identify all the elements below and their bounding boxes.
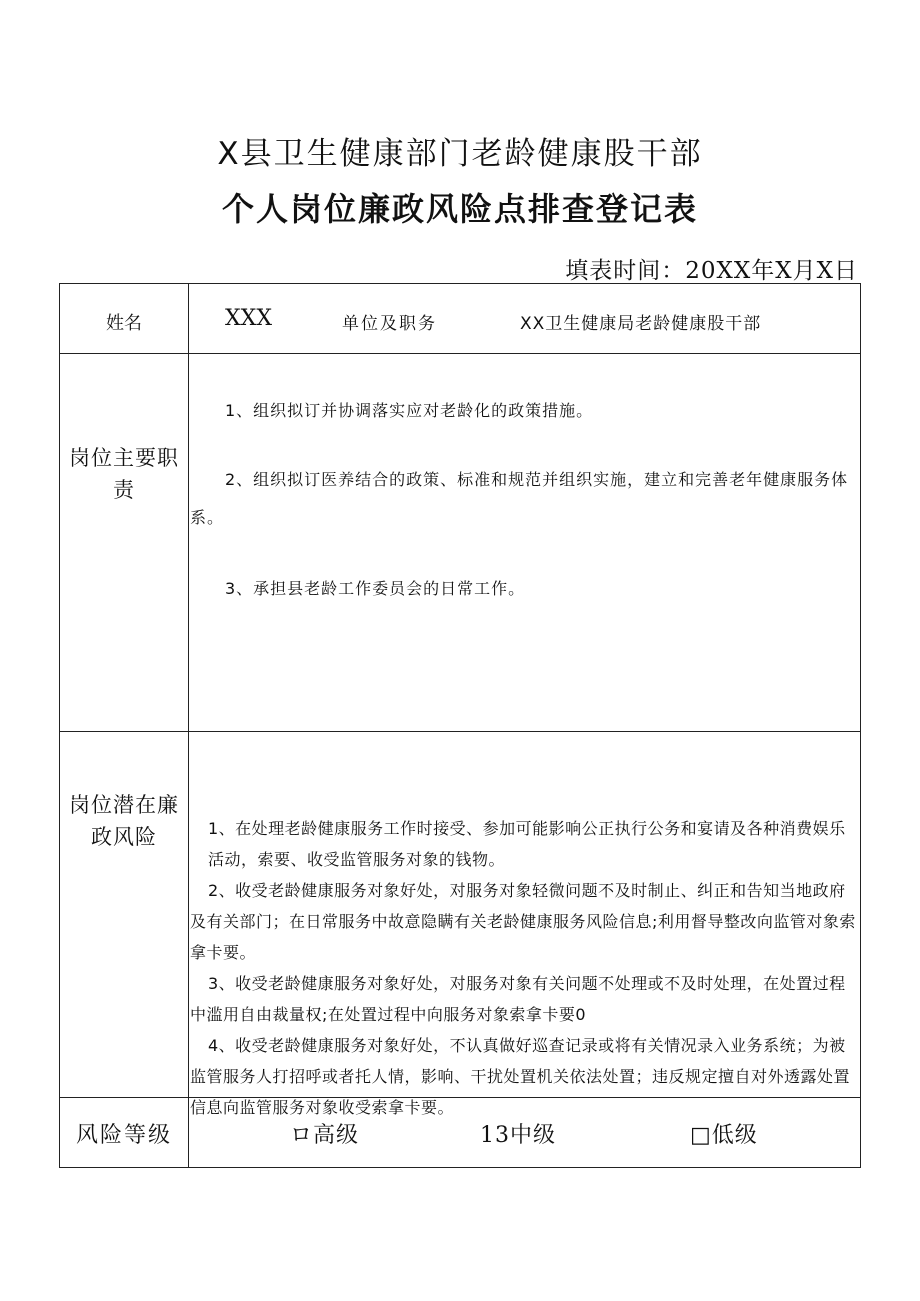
document-title-line2: 个人岗位廉政风险点排查登记表 [221,190,698,228]
document-title-line1: X县卫生健康部门老龄健康股干部 [217,136,703,172]
risk-list [190,813,860,1123]
name-value: XXX [225,306,272,331]
duties-label: 岗位主要职责 [69,446,179,502]
row-divider [60,731,860,732]
fill-date: 填表时间：20XX年X月X日 [565,258,858,284]
duty-item: 1、组织拟订并协调落实应对老龄化的政策措施。 [225,401,594,420]
risk-item: 3、收受老龄健康服务对象好处，对服务对象有关问题不处理或不及时处理，在处置过程中滥用自由裁量权;在处置过程中向服务对象索拿卡要0 [190,974,846,1024]
row-divider [60,353,860,354]
risk-level-high-option[interactable]: ロ高级 [290,1123,360,1148]
duty-item: 3、承担县老龄工作委员会的日常工作。 [225,579,526,598]
duty-item: 2、组织拟订医养结合的政策、标准和规范并组织实施，建立和完善老年健康服务体系。 [190,470,849,527]
risk-item: 4、收受老龄健康服务对象好处，不认真做好巡查记录或将有关情况录入业务系统；为被监管服务人打招呼或者托人情，影响、干扰处置机关依法处置；违反规定擅自对外透露处置信息向监管服务对象收受索拿卡要。 [190,1036,851,1117]
risk-item: 1、在处理老龄健康服务工作时接受、参加可能影响公正执行公务和宴请及各种消费娱乐活动，索要、收受监管服务对象的钱物。 [208,819,846,869]
column-divider [188,284,189,1167]
position-label: 单位及职务 [342,314,437,334]
risk-level-medium-option[interactable]: 13中级 [480,1123,556,1148]
risk-level-label: 风险等级 [75,1123,172,1148]
name-label: 姓名 [106,313,142,334]
risk-item: 2、收受老龄健康服务对象好处，对服务对象轻微问题不及时制止、纠正和告知当地政府及有关部门；在日常服务中故意隐瞒有关老龄健康服务风险信息;利用督导整改向监管对象索拿卡要。 [190,881,856,962]
risks-label: 岗位潜在廉政风险 [69,793,179,849]
register-table [59,283,861,1168]
position-value: XX卫生健康局老龄健康股干部 [520,314,762,334]
risk-level-low-option[interactable]: □低级 [690,1123,758,1148]
